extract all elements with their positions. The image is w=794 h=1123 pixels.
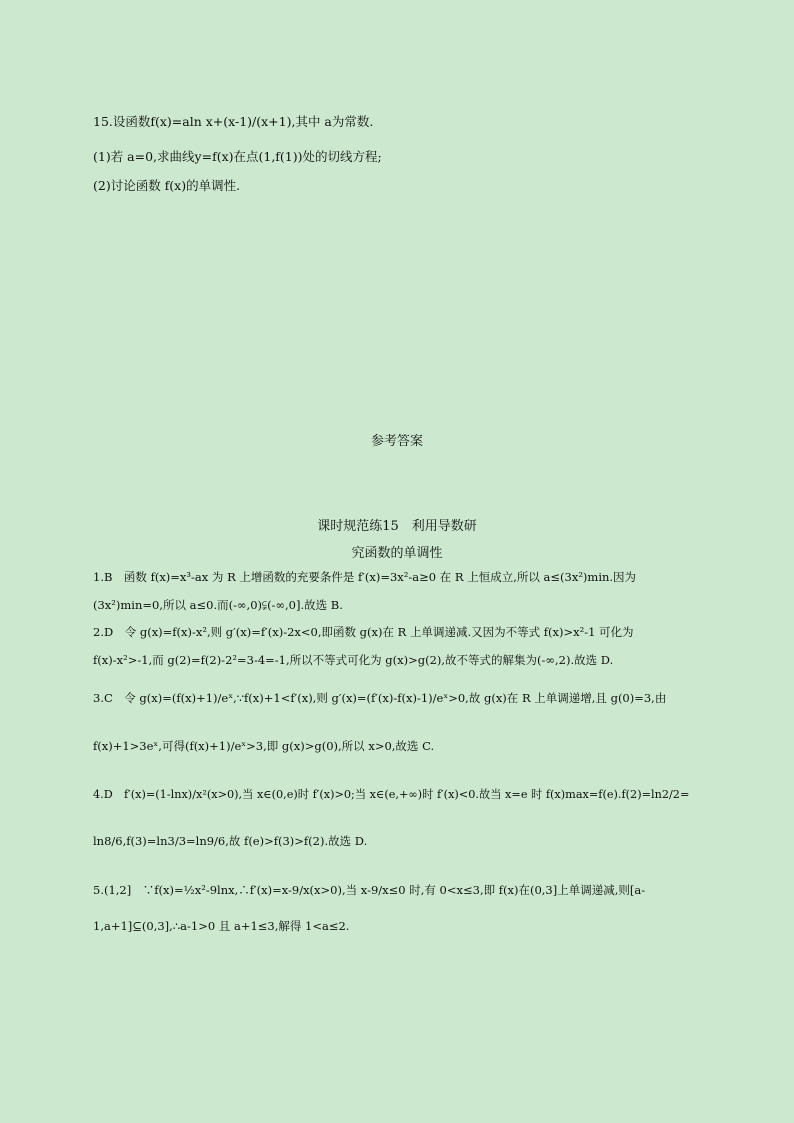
problem-part-2: (2)讨论函数 f(x)的单调性. <box>93 178 241 193</box>
answer-4-line-2: ln8/6,f(3)=ln3/3=ln9/6,故 f(e)>f(3)>f(2).故选 D. <box>93 834 368 848</box>
answer-5-line-2: 1,a+1]⊆(0,3],∴a-1>0 且 a+1≤3,解得 1<a≤2. <box>93 919 350 933</box>
answer-4-line-1: 4.D f′(x)=(1-lnx)/x²(x>0),当 x∈(0,e)时 f′(x)>0;当 x∈(e,+∞)时 f′(x)<0.故当 x=e 时 f(x)max=f(e).f(2)=ln2/2= <box>93 788 690 801</box>
answers-heading: 参考答案 <box>370 434 423 449</box>
answer-2-line-2: f(x)-x²>-1,而 g(2)=f(2)-2²=3-4=-1,所以不等式可化为 g(x)>g(2),故不等式的解集为(-∞,2).故选 D. <box>93 653 614 667</box>
lesson-title-line2: 究函数的单调性 <box>351 546 443 561</box>
answer-2-line-1: 2.D 令 g(x)=f(x)-x²,则 g′(x)=f′(x)-2x<0,即函数 g(x)在 R 上单调递减.又因为不等式 f(x)>x²-1 可化为 <box>93 625 634 639</box>
answer-5-line-1: 5.(1,2] ∵f(x)=½x²-9lnx,∴f′(x)=x-9/x(x>0),当 x-9/x≤0 时,有 0<x≤3,即 f(x)在(0,3]上单调递减,则[a- <box>93 883 646 897</box>
problem-statement: 15.设函数f(x)=aln x+(x-1)/(x+1),其中 a为常数. <box>93 114 374 129</box>
answer-3-line-2: f(x)+1>3eˣ,可得(f(x)+1)/eˣ>3,即 g(x)>g(0),所以 x>0,故选 C. <box>93 739 435 753</box>
answer-3-line-1: 3.C 令 g(x)=(f(x)+1)/eˣ,∵f(x)+1<f′(x),则 g′(x)=(f′(x)-f(x)-1)/eˣ>0,故 g(x)在 R 上单调递增,且 g(0)=3,由 <box>93 691 667 705</box>
lesson-title-line1: 课时规范练15 利用导数研 <box>317 519 477 534</box>
problem-part-1: (1)若 a=0,求曲线y=f(x)在点(1,f(1))处的切线方程; <box>93 149 382 164</box>
answer-1-line-2: (3x²)min=0,所以 a≤0.而(-∞,0)⫋(-∞,0].故选 B. <box>93 598 343 612</box>
answer-1-line-1: 1.B 函数 f(x)=x³-ax 为 R 上增函数的充要条件是 f′(x)=3x²-a≥0 在 R 上恒成立,所以 a≤(3x²)min.因为 <box>93 570 637 584</box>
